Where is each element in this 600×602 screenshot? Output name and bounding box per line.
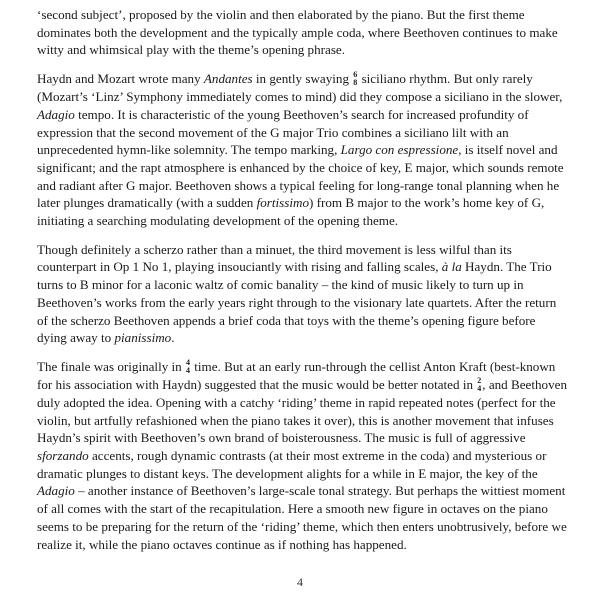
page-number: 4 bbox=[297, 575, 303, 589]
paragraph-scherzo: Though definitely a scherzo rather than a minuet, the third movement is less wilful than its counterpart in Op 1 No 1, playing insouciantly with rising and falling scales, à la Haydn. The Trio turns to B minor for a laconic waltz of comic banality – the kind of music likely to turn up in Beethoven’s works from the early years right through to the visionary late quartets. After the return of the scherzo Beethoven appends a brief coda that toys with the theme’s opening figure before dying away to pianissimo. bbox=[37, 241, 557, 346]
italic-term: Andantes bbox=[203, 71, 253, 87]
paragraph-siciliano-adagio: Haydn and Mozart wrote many Andantes in gently swaying 6 8 siciliano rhythm. But only rarely (Mozart’s ‘Linz’ Symphony immediately comes to mind) did they compose a siciliano in the slower, Adagio tempo. It is characteristic of the young Beethoven’s search for increased profundity of expression that the second movement of the G major Trio combines a siciliano lilt with an unprecedented hymn-like solemnity. The tempo marking, Largo con espressione, is itself novel and significant; and the rapt atmosphere is enhanced by the choice of key, E major, which sounds remote and radiant after G major. Beethoven shows a typical feeling for long-range tonal planning when he later plunges dramatically (with a sudden fortissimo) from B major to the work’s home key of G, initiating a searching modulating development of the opening theme. bbox=[37, 70, 564, 229]
time-signature: 6 8 bbox=[353, 70, 358, 88]
time-signature: 2 4 bbox=[477, 375, 482, 393]
time-signature: 4 4 bbox=[186, 357, 190, 375]
italic-term: fortissimo bbox=[256, 195, 310, 211]
italic-term: sforzando bbox=[37, 448, 89, 464]
paragraph-finale: The finale was originally in 4 4 time. But at an early run-through the cellist Anton Kraft (best-known for his association with Haydn) suggested that the music would be better notated in 2 4 , and Beethoven duly adopted the idea. Opening with a catchy ‘riding’ theme in rapid repeated notes (perfect for the violin, but artfully refashioned when the piano takes it over), this is another movement that infuses Haydn’s spirit with Beethoven’s own brand of boisterousness. The music is full of aggressive sforzando accents, rough dynamic contrasts (at their most extreme in the coda) and mysterious or dramatic plunges to distant keys. The development alights for a while in E major, the key of the Adagio – another instance of Beethoven’s large-scale tonal strategy. But perhaps the wittiest moment of all comes with the start of the recapitulation. Here a smooth new figure in octaves on the piano seems to be preparing for the return of the ‘riding’ theme, which then enters unobtrusively, before we realize it, while the piano octaves continue as if nothing has happened. bbox=[37, 357, 568, 552]
italic-term: Adagio bbox=[37, 106, 75, 122]
paragraph-sonata-form: ‘second subject’, proposed by the violin and then elaborated by the piano. But the first theme dominates both the development and the typically ample coda, where Beethoven continues to make witty and whimsical play with the theme’s opening phrase. bbox=[37, 7, 558, 58]
italic-term: Largo con espressione bbox=[340, 142, 459, 158]
italic-term: Adagio bbox=[37, 483, 75, 499]
document-body bbox=[37, 6, 567, 564]
italic-term: à la bbox=[441, 259, 462, 275]
italic-term: pianissimo bbox=[114, 330, 172, 346]
